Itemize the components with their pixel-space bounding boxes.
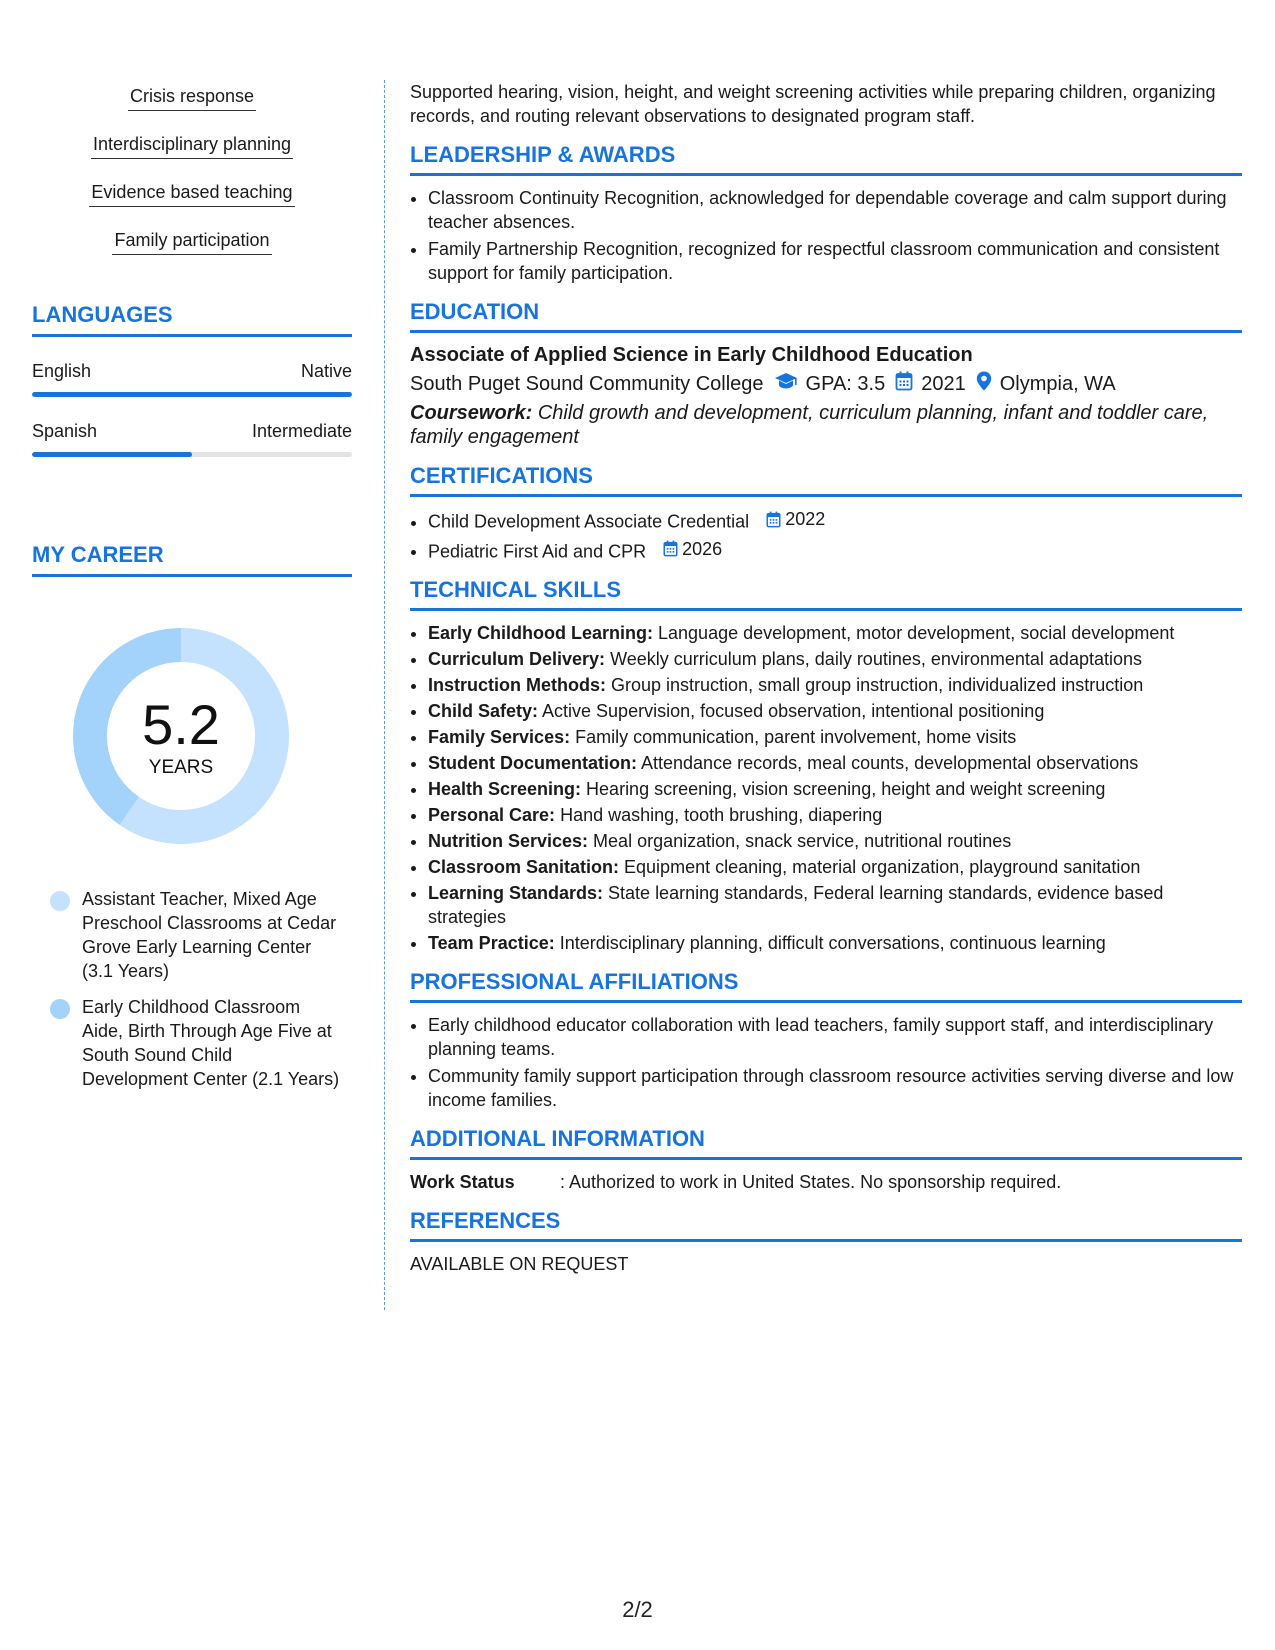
right-column bbox=[410, 80, 1242, 1276]
list-item bbox=[428, 507, 1242, 534]
language-bar bbox=[32, 452, 352, 457]
skill-text: Hearing screening, vision screening, height and weight screening bbox=[581, 779, 1106, 799]
career-item bbox=[50, 887, 340, 983]
career-item-text: Early Childhood Classroom Aide, Birth Through Age Five at South Sound Child Development Center (2.1 Years) bbox=[82, 997, 340, 1089]
coursework-label: Coursework: bbox=[410, 402, 533, 424]
references-title: REFERENCES bbox=[410, 1208, 1242, 1242]
skill-label: Team Practice: bbox=[428, 933, 555, 953]
list-item: • Community family support participation through classroom resource activities serving diverse and low income families. bbox=[428, 1064, 1242, 1112]
education-title: EDUCATION bbox=[410, 299, 1242, 333]
skill-label: Curriculum Delivery: bbox=[428, 649, 606, 669]
skill-text: State learning standards, Federal learning standards, evidence based strategies bbox=[428, 883, 1164, 927]
certification-date bbox=[651, 537, 722, 561]
technical-skills-list bbox=[410, 621, 1242, 955]
affiliations-title: PROFESSIONAL AFFILIATIONS bbox=[410, 969, 1242, 1003]
page-number: 2/2 bbox=[622, 1597, 653, 1622]
languages-section bbox=[32, 302, 352, 457]
skill-label: Early Childhood Learning: bbox=[428, 623, 654, 643]
calendar-icon bbox=[766, 511, 781, 528]
coursework bbox=[410, 401, 1242, 449]
language-bar-fill bbox=[32, 452, 192, 457]
list-item bbox=[428, 803, 1242, 827]
coursework-text: Child growth and development, curriculum planning, infant and toddler care, family engagement bbox=[410, 402, 1209, 448]
certification-year: 2026 bbox=[682, 538, 723, 559]
list-item: • Classroom Continuity Recognition, acknowledged for dependable coverage and calm support during teacher absences. bbox=[428, 186, 1242, 234]
career-total: 5.2 bbox=[142, 693, 220, 756]
language-name: English bbox=[32, 361, 92, 381]
skill-text: Language development, motor development, social development bbox=[653, 623, 1175, 643]
certifications-title: CERTIFICATIONS bbox=[410, 463, 1242, 497]
career-title: MY CAREER bbox=[32, 542, 352, 577]
graduation-cap-icon bbox=[774, 372, 798, 396]
skill-text: Weekly curriculum plans, daily routines, environmental adaptations bbox=[605, 649, 1142, 669]
degree-title: Associate of Applied Science in Early Childhood Education bbox=[410, 344, 973, 366]
career-list bbox=[50, 887, 340, 1091]
career-legend-dot bbox=[50, 999, 70, 1019]
leadership-title: LEADERSHIP & AWARDS bbox=[410, 142, 1242, 176]
work-status-value: : Authorized to work in United States. No sponsorship required. bbox=[560, 1172, 1062, 1192]
map-pin-icon bbox=[976, 371, 992, 397]
list-item bbox=[428, 855, 1242, 879]
gpa: GPA: 3.5 bbox=[805, 373, 886, 395]
career-legend-dot bbox=[50, 891, 70, 911]
language-item bbox=[32, 421, 352, 457]
skill-label: Health Screening: bbox=[428, 779, 582, 799]
skill-label: Family Services: bbox=[428, 727, 571, 747]
certification-name: Pediatric First Aid and CPR bbox=[428, 541, 647, 561]
skill-label: Child Safety: bbox=[428, 701, 539, 721]
additional-info-title: ADDITIONAL INFORMATION bbox=[410, 1126, 1242, 1160]
skill-text: Group instruction, small group instruction, individualized instruction bbox=[606, 675, 1144, 695]
certifications-list bbox=[410, 507, 1242, 563]
skill-chip: Interdisciplinary planning bbox=[91, 128, 293, 159]
column-divider bbox=[384, 80, 385, 1310]
career-item-text: Assistant Teacher, Mixed Age Preschool Classrooms at Cedar Grove Early Learning Center (3.1 Years) bbox=[82, 889, 337, 981]
skill-text: Attendance records, meal counts, developmental observations bbox=[637, 753, 1139, 773]
skill-label: Instruction Methods: bbox=[428, 675, 606, 695]
skill-label: Personal Care: bbox=[428, 805, 556, 825]
list-item bbox=[428, 647, 1242, 671]
certification-year: 2022 bbox=[785, 509, 826, 529]
list-item bbox=[428, 777, 1242, 801]
languages-title: LANGUAGES bbox=[32, 302, 352, 337]
language-bar-fill bbox=[32, 392, 352, 397]
certification-name: Child Development Associate Credential bbox=[428, 511, 750, 532]
career-donut bbox=[66, 621, 296, 851]
language-level: Native bbox=[300, 361, 352, 381]
skill-text: Active Supervision, focused observation, intentional positioning bbox=[538, 701, 1045, 721]
list-item bbox=[428, 537, 1242, 564]
list-item bbox=[428, 829, 1242, 853]
skill-label: Nutrition Services: bbox=[428, 831, 589, 851]
certification-date bbox=[754, 507, 825, 531]
skill-chip: Family participation bbox=[112, 224, 271, 255]
graduation-year: 2021 bbox=[921, 373, 966, 395]
skill-text: Equipment cleaning, material organization, playground sanitation bbox=[619, 857, 1141, 877]
list-item bbox=[428, 621, 1242, 645]
school-location: Olympia, WA bbox=[999, 373, 1116, 395]
calendar-icon bbox=[663, 540, 678, 557]
language-bar bbox=[32, 392, 352, 397]
career-section bbox=[32, 542, 352, 1103]
list-item bbox=[428, 881, 1242, 929]
list-item: • Family Partnership Recognition, recognized for respectful classroom communication and consistent support for family participation. bbox=[428, 237, 1242, 285]
leadership-list bbox=[410, 186, 1242, 285]
skill-text: Hand washing, tooth brushing, diapering bbox=[555, 805, 883, 825]
skill-chip: Evidence based teaching bbox=[89, 176, 294, 207]
skill-label: Learning Standards: bbox=[428, 883, 604, 903]
affiliations-list bbox=[410, 1013, 1242, 1112]
list-item bbox=[428, 725, 1242, 749]
calendar-icon bbox=[895, 371, 913, 397]
left-column bbox=[32, 80, 352, 1089]
list-item bbox=[428, 751, 1242, 775]
skill-label: Student Documentation: bbox=[428, 753, 637, 773]
skill-text: Family communication, parent involvement, home visits bbox=[570, 727, 1017, 747]
list-item bbox=[428, 673, 1242, 697]
references-text: AVAILABLE ON REQUEST bbox=[410, 1254, 629, 1274]
skill-chips bbox=[32, 80, 352, 272]
skill-chip: Crisis response bbox=[128, 80, 256, 111]
career-unit: YEARS bbox=[148, 757, 214, 778]
education-details bbox=[410, 371, 1242, 397]
language-item bbox=[32, 361, 352, 397]
language-level: Intermediate bbox=[251, 421, 352, 441]
list-item bbox=[428, 931, 1242, 955]
skill-text: Meal organization, snack service, nutritional routines bbox=[588, 831, 1012, 851]
language-name: Spanish bbox=[32, 421, 98, 441]
school-name: South Puget Sound Community College bbox=[410, 373, 764, 395]
work-status-row bbox=[410, 1170, 1242, 1194]
skill-label: Classroom Sanitation: bbox=[428, 857, 620, 877]
skill-text: Interdisciplinary planning, difficult conversations, continuous learning bbox=[554, 933, 1106, 953]
intro-text: Supported hearing, vision, height, and weight screening activities while preparing children, organizing records, and routing relevant observations to designated program staff. bbox=[410, 82, 1216, 126]
work-status-label: Work Status bbox=[410, 1172, 515, 1192]
career-item bbox=[50, 995, 340, 1091]
list-item bbox=[428, 699, 1242, 723]
list-item: • Early childhood educator collaboration with lead teachers, family support staff, and interdisciplinary planning teams. bbox=[428, 1013, 1242, 1061]
technical-skills-title: TECHNICAL SKILLS bbox=[410, 577, 1242, 611]
